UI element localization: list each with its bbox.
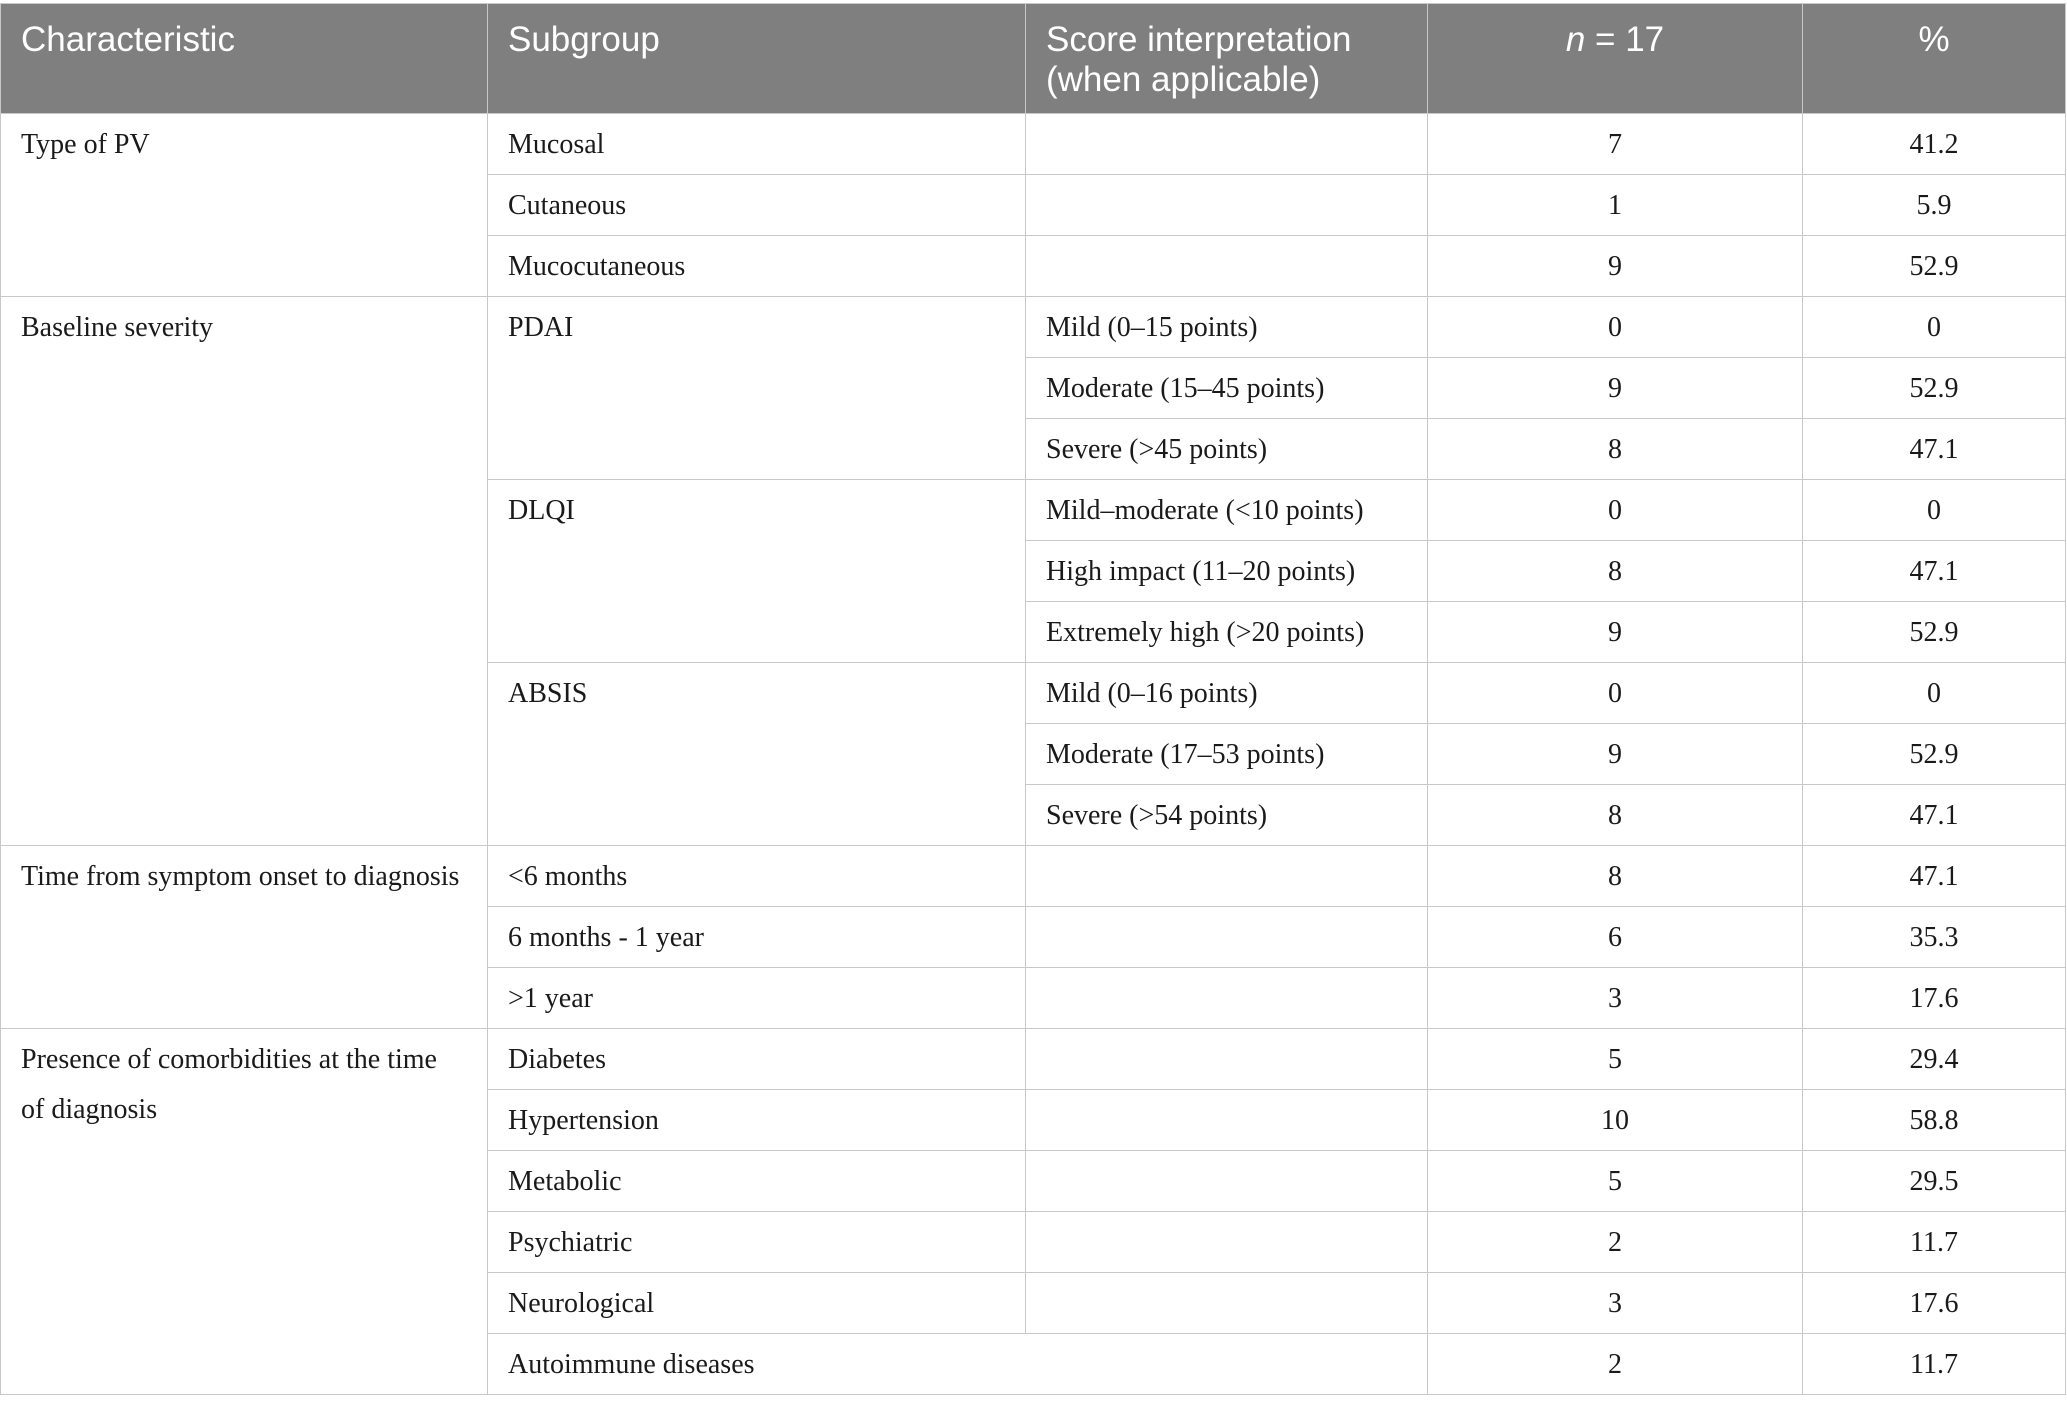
n-cell: 8 xyxy=(1428,785,1803,846)
percent-cell: 17.6 xyxy=(1803,968,2066,1029)
score-cell: Mild–moderate (<10 points) xyxy=(1026,480,1428,541)
percent-cell: 52.9 xyxy=(1803,358,2066,419)
percent-cell: 58.8 xyxy=(1803,1090,2066,1151)
header-score-interpretation: Score interpretation (when applicable) xyxy=(1026,4,1428,114)
n-cell: 5 xyxy=(1428,1029,1803,1090)
n-cell: 0 xyxy=(1428,480,1803,541)
percent-cell: 0 xyxy=(1803,297,2066,358)
score-cell xyxy=(1026,1029,1428,1090)
subgroup-cell: 6 months - 1 year xyxy=(488,907,1026,968)
percent-cell: 35.3 xyxy=(1803,907,2066,968)
header-characteristic: Characteristic xyxy=(1,4,488,114)
characteristics-table xyxy=(0,3,2066,1395)
n-cell: 10 xyxy=(1428,1090,1803,1151)
percent-cell: 52.9 xyxy=(1803,724,2066,785)
header-subgroup: Subgroup xyxy=(488,4,1026,114)
subgroup-cell: Cutaneous xyxy=(488,175,1026,236)
n-cell: 0 xyxy=(1428,297,1803,358)
subgroup-cell: Metabolic xyxy=(488,1151,1026,1212)
subgroup-cell: Mucocutaneous xyxy=(488,236,1026,297)
score-cell xyxy=(1026,1273,1428,1334)
characteristic-cell: Type of PV xyxy=(1,114,488,297)
percent-cell: 29.4 xyxy=(1803,1029,2066,1090)
subgroup-cell: DLQI xyxy=(488,480,1026,663)
subgroup-cell: Mucosal xyxy=(488,114,1026,175)
subgroup-cell: Hypertension xyxy=(488,1090,1026,1151)
score-cell: Mild (0–16 points) xyxy=(1026,663,1428,724)
score-cell: Severe (>54 points) xyxy=(1026,785,1428,846)
n-cell: 7 xyxy=(1428,114,1803,175)
characteristic-cell: Baseline severity xyxy=(1,297,488,846)
percent-cell: 17.6 xyxy=(1803,1273,2066,1334)
percent-cell: 41.2 xyxy=(1803,114,2066,175)
percent-cell: 11.7 xyxy=(1803,1334,2066,1395)
percent-cell: 11.7 xyxy=(1803,1212,2066,1273)
n-cell: 8 xyxy=(1428,419,1803,480)
percent-cell: 29.5 xyxy=(1803,1151,2066,1212)
subgroup-cell: Autoimmune diseases xyxy=(488,1334,1428,1395)
score-cell xyxy=(1026,907,1428,968)
table-row xyxy=(1,297,2066,358)
score-cell xyxy=(1026,114,1428,175)
header-percent: % xyxy=(1803,4,2066,114)
score-cell xyxy=(1026,236,1428,297)
percent-cell: 47.1 xyxy=(1803,419,2066,480)
score-cell: Mild (0–15 points) xyxy=(1026,297,1428,358)
percent-cell: 47.1 xyxy=(1803,541,2066,602)
header-n-value: = 17 xyxy=(1585,20,1665,59)
subgroup-cell: Diabetes xyxy=(488,1029,1026,1090)
percent-cell: 47.1 xyxy=(1803,846,2066,907)
n-cell: 2 xyxy=(1428,1212,1803,1273)
n-cell: 9 xyxy=(1428,602,1803,663)
score-cell: Severe (>45 points) xyxy=(1026,419,1428,480)
subgroup-cell: >1 year xyxy=(488,968,1026,1029)
score-cell xyxy=(1026,1212,1428,1273)
characteristic-cell: Presence of comorbidities at the time of diagnosis xyxy=(1,1029,488,1395)
percent-cell: 5.9 xyxy=(1803,175,2066,236)
n-cell: 5 xyxy=(1428,1151,1803,1212)
score-cell: High impact (11–20 points) xyxy=(1026,541,1428,602)
subgroup-cell: PDAI xyxy=(488,297,1026,480)
n-cell: 2 xyxy=(1428,1334,1803,1395)
n-cell: 3 xyxy=(1428,968,1803,1029)
n-cell: 3 xyxy=(1428,1273,1803,1334)
score-cell: Moderate (15–45 points) xyxy=(1026,358,1428,419)
n-cell: 9 xyxy=(1428,358,1803,419)
percent-cell: 0 xyxy=(1803,480,2066,541)
table-row xyxy=(1,114,2066,175)
subgroup-cell: <6 months xyxy=(488,846,1026,907)
characteristic-cell: Time from symptom onset to diagnosis xyxy=(1,846,488,1029)
percent-cell: 47.1 xyxy=(1803,785,2066,846)
subgroup-cell: Psychiatric xyxy=(488,1212,1026,1273)
percent-cell: 0 xyxy=(1803,663,2066,724)
score-cell xyxy=(1026,968,1428,1029)
n-cell: 1 xyxy=(1428,175,1803,236)
n-cell: 8 xyxy=(1428,846,1803,907)
table-row xyxy=(1,1029,2066,1090)
header-n-italic: n xyxy=(1565,20,1586,59)
score-cell: Extremely high (>20 points) xyxy=(1026,602,1428,663)
score-cell xyxy=(1026,175,1428,236)
score-cell xyxy=(1026,1151,1428,1212)
score-cell xyxy=(1026,846,1428,907)
percent-cell: 52.9 xyxy=(1803,236,2066,297)
subgroup-cell: Neurological xyxy=(488,1273,1026,1334)
subgroup-cell: ABSIS xyxy=(488,663,1026,846)
score-cell xyxy=(1026,1090,1428,1151)
n-cell: 0 xyxy=(1428,663,1803,724)
percent-cell: 52.9 xyxy=(1803,602,2066,663)
n-cell: 8 xyxy=(1428,541,1803,602)
header-n xyxy=(1428,4,1803,114)
table-row xyxy=(1,846,2066,907)
n-cell: 9 xyxy=(1428,236,1803,297)
score-cell: Moderate (17–53 points) xyxy=(1026,724,1428,785)
n-cell: 9 xyxy=(1428,724,1803,785)
header-row xyxy=(1,4,2066,114)
n-cell: 6 xyxy=(1428,907,1803,968)
